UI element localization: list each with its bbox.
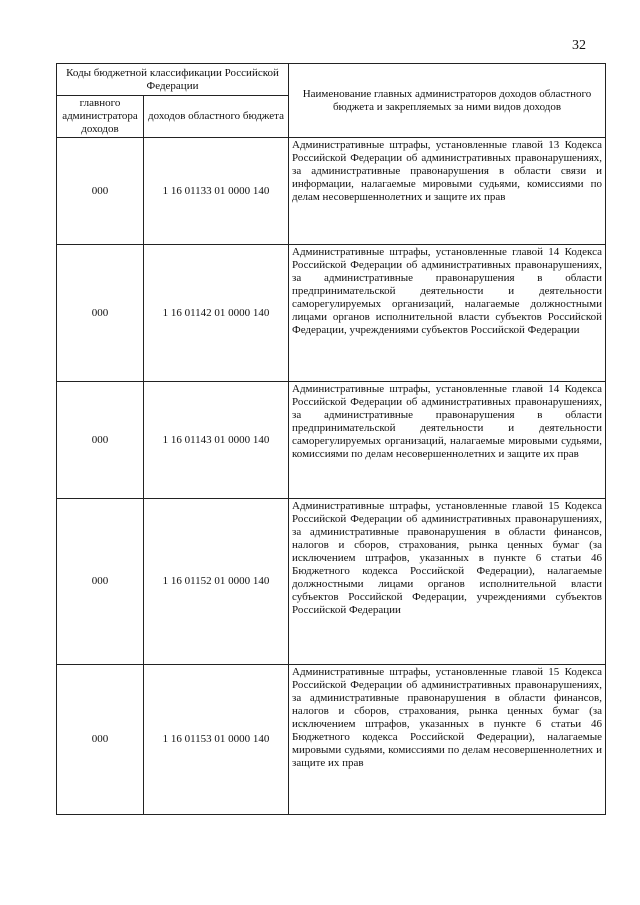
admin-code-cell: 000 [57, 245, 144, 382]
admin-code-cell: 000 [57, 665, 144, 815]
table-row [57, 245, 606, 382]
income-name-cell: Административные штрафы, установленные главой 14 Кодекса Российской Федерации об административных правонарушениях, за административные правонарушения в области предпринимательской деятельности и деятельности саморегулируемых организаций, налагаемые мировыми судьями, комиссиями по делам несовершеннолетних и защите их прав [289, 382, 606, 499]
admin-code-cell: 000 [57, 499, 144, 665]
income-code-cell: 1 16 01152 01 0000 140 [144, 499, 289, 665]
table-row [57, 382, 606, 499]
income-code-cell: 1 16 01143 01 0000 140 [144, 382, 289, 499]
name-column-header: Наименование главных администраторов доходов областного бюджета и закрепляемых за ними видов доходов [289, 64, 606, 138]
income-name-cell: Административные штрафы, установленные главой 15 Кодекса Российской Федерации об административных правонарушениях, за административные правонарушения в области финансов, налогов и сборов, страхования, рынка ценных бумаг (за исключением штрафов, указанных в пункте 6 статьи 46 Бюджетного кодекса Российской Федерации), налагаемые должностными лицами органов исполнительной власти субъектов Российской Федерации, учреждениями субъектов Российской Федерации [289, 499, 606, 665]
admin-column-header: главного администратора доходов [57, 96, 144, 138]
income-column-header: доходов областного бюджета [144, 96, 289, 138]
income-name-cell: Административные штрафы, установленные главой 15 Кодекса Российской Федерации об административных правонарушениях, за административные правонарушения в области финансов, налогов и сборов, страхования, рынка ценных бумаг (за исключением штрафов, указанных в пункте 6 статьи 46 Бюджетного кодекса Российской Федерации), налагаемые мировыми судьями, комиссиями по делам несовершеннолетних и защите их прав [289, 665, 606, 815]
table-row [57, 665, 606, 815]
admin-code-cell: 000 [57, 382, 144, 499]
income-code-cell: 1 16 01153 01 0000 140 [144, 665, 289, 815]
income-name-cell: Административные штрафы, установленные главой 13 Кодекса Российской Федерации об административных правонарушениях, за административные правонарушения в области связи и информации, налагаемые мировыми судьями, комиссиями по делам несовершеннолетних и защите их прав [289, 138, 606, 245]
income-name-cell: Административные штрафы, установленные главой 14 Кодекса Российской Федерации об административных правонарушениях, за административные правонарушения в области предпринимательской деятельности и деятельности саморегулируемых организаций, налагаемые должностными лицами органов исполнительной власти субъектов Российской Федерации, учреждениями субъектов Российской Федерации [289, 245, 606, 382]
table-row [57, 138, 606, 245]
income-code-cell: 1 16 01133 01 0000 140 [144, 138, 289, 245]
page-number: 32 [572, 38, 586, 53]
income-code-cell: 1 16 01142 01 0000 140 [144, 245, 289, 382]
table-row [57, 499, 606, 665]
admin-code-cell: 000 [57, 138, 144, 245]
codes-group-header: Коды бюджетной классификации Российской Федерации [57, 64, 289, 96]
budget-classification-table [56, 63, 606, 815]
